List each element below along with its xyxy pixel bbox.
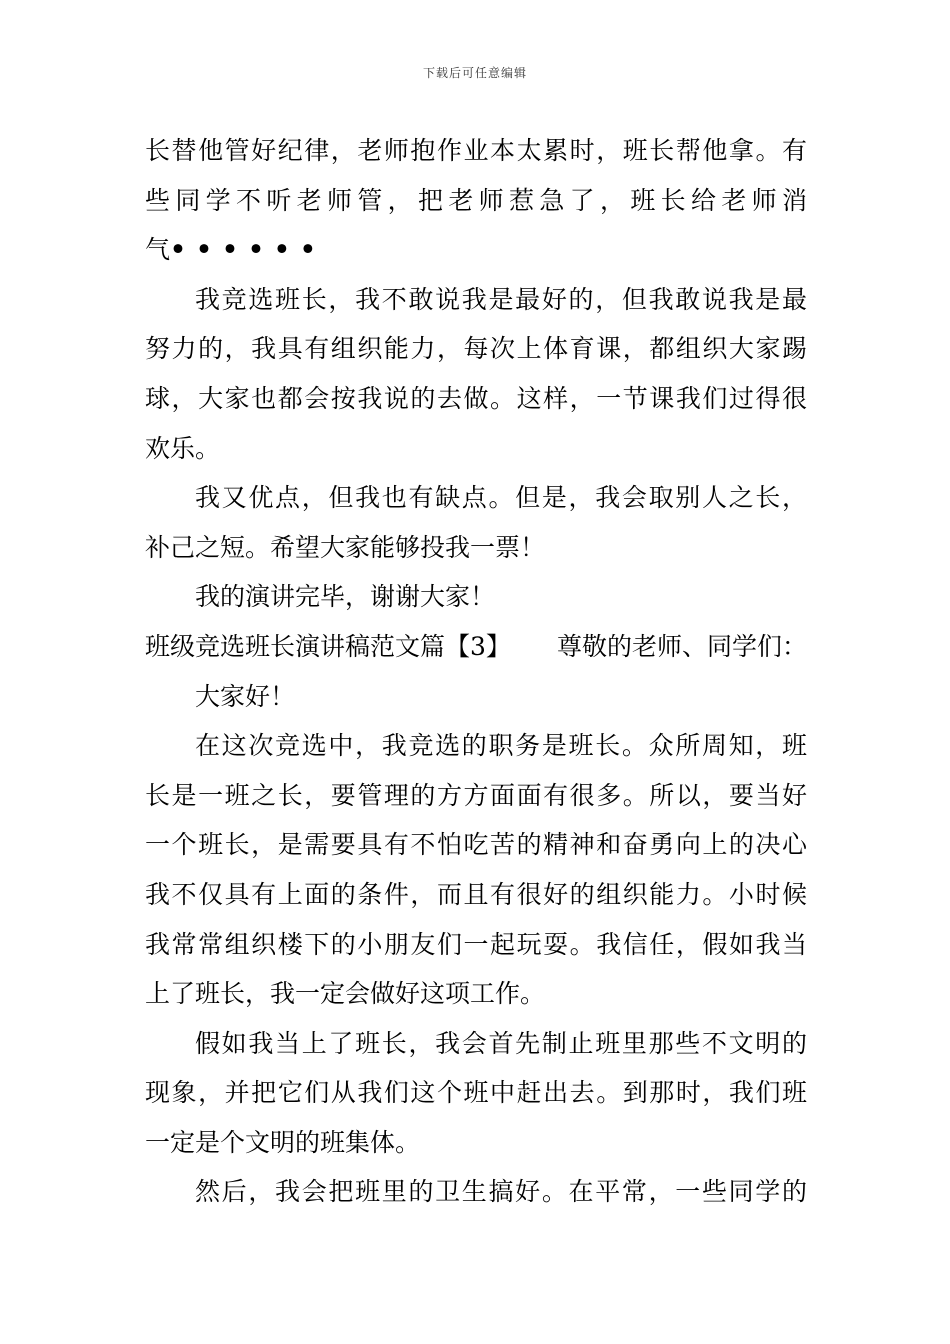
- text-line: 些同学不听老师管，把老师惹急了，班长给老师消: [145, 185, 807, 215]
- text-line: 我不仅具有上面的条件，而且有很好的组织能力。小时候: [145, 879, 807, 909]
- text-line: 努力的，我具有组织能力，每次上体育课，都组织大家踢: [145, 334, 807, 364]
- document-body: [145, 126, 807, 1217]
- paragraph-start: 我又优点，但我也有缺点。但是，我会取别人之长，: [195, 483, 807, 513]
- salutation: 尊敬的老师、同学们：: [556, 631, 807, 661]
- text-line: 长替他管好纪律，老师抱作业本太累时，班长帮他拿。有: [145, 136, 807, 165]
- text-line: 上了班长，我一定会做好这项工作。: [145, 979, 546, 1009]
- text-line: 我常常组织楼下的小朋友们一起玩耍。我信任，假如我当: [145, 929, 807, 959]
- page-header: 下载后可任意编辑: [422, 66, 527, 80]
- text-line: 补己之短。希望大家能够投我一票！: [145, 532, 546, 562]
- text-line: 长是一班之长，要管理的方方面面有很多。所以，要当好: [145, 780, 807, 810]
- section-heading: [145, 622, 807, 672]
- section-title: 班级竞选班长演讲稿范文篇【3】: [145, 631, 511, 661]
- text-line: 欢乐。: [145, 433, 221, 463]
- paragraph-start: 然后，我会把班里的卫生搞好。在平常，一些同学的: [195, 1177, 807, 1207]
- paragraph-start: 我竞选班长，我不敢说我是最好的，但我敢说我是最: [195, 284, 807, 314]
- text-line: 现象，并把它们从我们这个班中赶出去。到那时，我们班: [145, 1078, 807, 1108]
- paragraph-start: 假如我当上了班长，我会首先制止班里那些不文明的: [195, 1028, 807, 1058]
- text-fragment: 气: [145, 235, 171, 265]
- paragraph-start: 在这次竞选中，我竞选的职务是班长。众所周知，班: [195, 731, 807, 761]
- text-line: 球，大家也都会按我说的去做。这样，一节课我们过得很: [145, 383, 807, 413]
- text-line: 一个班长，是需要具有不怕吃苦的精神和奋勇向上的决心: [145, 830, 807, 860]
- paragraph-start: 我的演讲完毕，谢谢大家！: [195, 582, 496, 612]
- ellipsis-dots: ••••••: [170, 235, 326, 265]
- text-line: [145, 225, 807, 275]
- greeting: 大家好！: [195, 681, 296, 711]
- text-line: 一定是个文明的班集体。: [145, 1127, 421, 1157]
